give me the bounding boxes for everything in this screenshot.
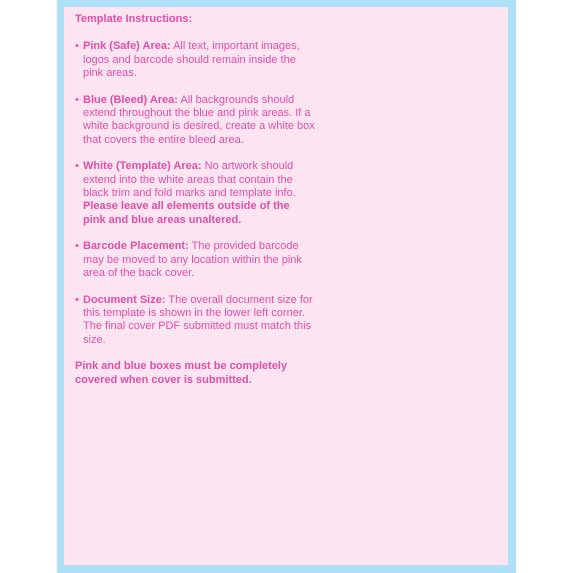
template-instructions: [75, 13, 315, 387]
bullet-icon: •: [75, 160, 79, 173]
bullet-icon: •: [75, 93, 79, 106]
instruction-text: The provided barcode may be moved to any location within the pink area of the back cover.: [83, 240, 302, 280]
instruction-text: All text, important images, logos and barcode should remain inside the pink areas.: [83, 40, 300, 80]
instruction-title: White (Template) Area:: [83, 160, 202, 173]
closing-note: Pink and blue boxes must be completely covered when cover is submitted.: [75, 360, 288, 386]
bullet-icon: •: [75, 240, 79, 253]
instruction-text: The overall document size for this template is shown in the lower left corner. The final cover PDF submitted must match this size.: [83, 293, 313, 346]
instruction-item-bleed-area: [75, 94, 315, 148]
instruction-item-document-size: [75, 294, 315, 348]
instruction-title: Document Size:: [83, 293, 166, 306]
instruction-text: No artwork should extend into the white areas that contain the black trim and fold marks and template info.: [83, 160, 296, 200]
instruction-emphasis: Please leave all elements outside of the pink and blue areas unaltered.: [83, 200, 290, 226]
instruction-item-safe-area: [75, 40, 315, 80]
instruction-title: Barcode Placement:: [83, 240, 189, 253]
instruction-title: Blue (Bleed) Area:: [83, 93, 178, 106]
bullet-icon: •: [75, 40, 79, 53]
bullet-icon: •: [75, 293, 79, 306]
instruction-title: Pink (Safe) Area:: [83, 40, 171, 53]
instruction-item-template-area: [75, 160, 315, 227]
instruction-text: All backgrounds should extend throughout the blue and pink areas. If a white background is desired, create a white box that covers the entire bleed area.: [83, 93, 315, 146]
instructions-heading: Template Instructions:: [75, 13, 193, 25]
instruction-item-barcode-placement: [75, 240, 315, 280]
